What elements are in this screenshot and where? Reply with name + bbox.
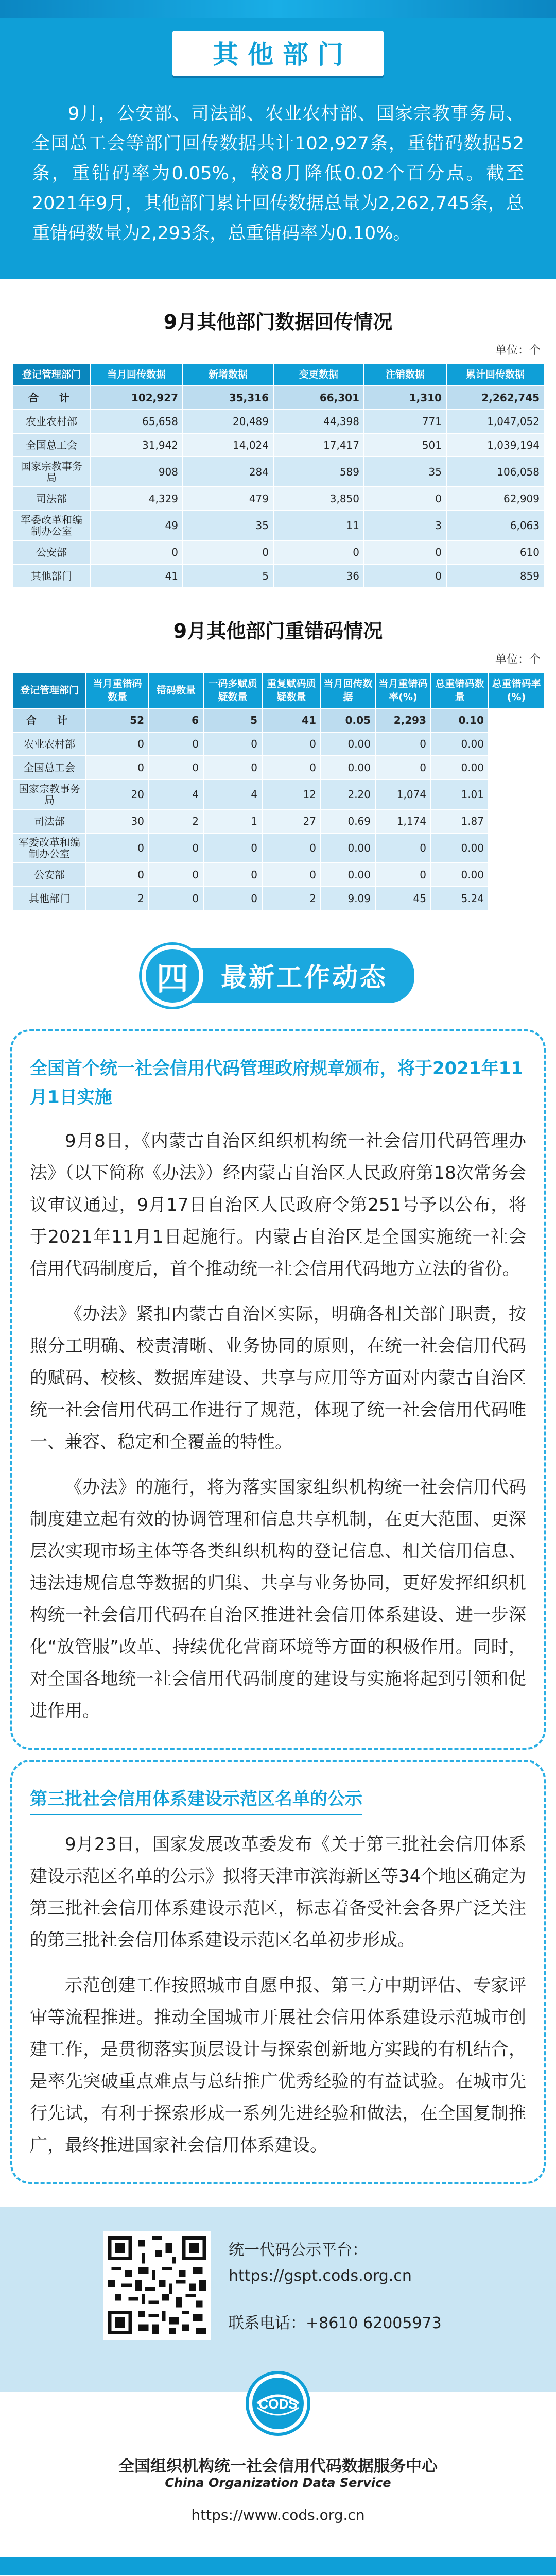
news-item-1 bbox=[10, 1029, 546, 1750]
table-cell: 0 bbox=[375, 756, 431, 779]
table-row bbox=[13, 564, 544, 588]
table-cell: 0.00 bbox=[321, 863, 375, 887]
table-cell: 0 bbox=[86, 833, 149, 863]
table-cell: 4 bbox=[203, 779, 262, 809]
table-cell: 0 bbox=[203, 887, 262, 910]
table-header-cell: 当月回传数据 bbox=[90, 363, 183, 386]
table-cell: 0 bbox=[149, 863, 203, 887]
table2 bbox=[12, 672, 545, 911]
table2-unit: 单位：个 bbox=[495, 653, 541, 666]
table-cell: 4,329 bbox=[90, 487, 183, 511]
row-label-cell: 合 计 bbox=[13, 708, 86, 732]
table1 bbox=[12, 363, 545, 588]
news1-paragraph: 《办法》紧扣内蒙古自治区实际，明确各相关部门职责，按照分工明确、校责清晰、业务协同的原则，在统一社会信用代码的赋码、校核、数据库建设、共享与应用等方面对内蒙古自治区统一社会信用代码工作进行了规范，体现了统一社会信用代码唯一、兼容、稳定和全覆盖的特性。 bbox=[30, 1304, 526, 1452]
table-cell: 0 bbox=[90, 540, 183, 564]
table-cell: 66,301 bbox=[273, 386, 364, 410]
news2-headline: 第三批社会信用体系建设示范区名单的公示 bbox=[30, 1785, 362, 1815]
table-row bbox=[13, 887, 544, 910]
row-label-cell: 国家宗教事务局 bbox=[13, 457, 90, 487]
table-cell: 6,063 bbox=[446, 511, 544, 540]
table-cell: 31,942 bbox=[90, 433, 183, 457]
table-cell: 479 bbox=[183, 487, 273, 511]
table-cell: 0 bbox=[203, 863, 262, 887]
table-cell: 5.24 bbox=[431, 887, 489, 910]
table-cell: 20,489 bbox=[183, 410, 273, 433]
table-cell: 41 bbox=[262, 708, 321, 732]
table-cell: 0 bbox=[262, 732, 321, 756]
section4-title: 最新工作动态 bbox=[190, 948, 414, 1003]
table-cell: 771 bbox=[364, 410, 446, 433]
table-cell: 106,058 bbox=[446, 457, 544, 487]
table-row bbox=[13, 833, 544, 863]
table-cell: 62,909 bbox=[446, 487, 544, 511]
intro-section bbox=[0, 0, 556, 279]
table-cell: 0 bbox=[203, 756, 262, 779]
table-cell: 1,174 bbox=[375, 809, 431, 833]
section4-heading bbox=[0, 945, 556, 1007]
row-label-cell: 全国总工会 bbox=[13, 433, 90, 457]
org-name-en: China Organization Data Service bbox=[165, 2476, 391, 2490]
table-cell: 2 bbox=[86, 887, 149, 910]
table-cell: 0 bbox=[375, 732, 431, 756]
table-cell: 1,310 bbox=[364, 386, 446, 410]
table-cell: 35,316 bbox=[183, 386, 273, 410]
table-cell: 36 bbox=[273, 564, 364, 588]
table-header-cell: 变更数据 bbox=[273, 363, 364, 386]
table-cell: 20 bbox=[86, 779, 149, 809]
table-cell: 0 bbox=[149, 756, 203, 779]
table-header-cell: 当月重错码数量 bbox=[86, 672, 149, 708]
table-row bbox=[13, 540, 544, 564]
intro-paragraph: 9月，公安部、司法部、农业农村部、国家宗教事务局、全国总工会等部门回传数据共计102,927条，重错码数据52条，重错码率为0.05%，较8月降低0.02个百分点。截至2021年9月，其他部门累计回传数据总量为2,262,745条，总重错码数量为2,293条，总重错码率为0.10%。 bbox=[32, 104, 524, 244]
table-cell: 45 bbox=[375, 887, 431, 910]
row-label-cell: 全国总工会 bbox=[13, 756, 86, 779]
contact-info bbox=[229, 2238, 442, 2336]
table-cell: 5 bbox=[183, 564, 273, 588]
table-cell: 6 bbox=[149, 708, 203, 732]
table-cell: 30 bbox=[86, 809, 149, 833]
table-cell: 0 bbox=[149, 732, 203, 756]
table-cell: 0 bbox=[364, 540, 446, 564]
table-header-cell: 重复赋码质疑数量 bbox=[262, 672, 321, 708]
org-url-link[interactable]: https://www.cods.org.cn bbox=[191, 2506, 365, 2523]
table-header-cell: 当月重错码率(%) bbox=[375, 672, 431, 708]
table-row bbox=[13, 433, 544, 457]
table-cell: 2 bbox=[262, 887, 321, 910]
table-cell: 35 bbox=[364, 457, 446, 487]
table-cell: 610 bbox=[446, 540, 544, 564]
table2-header-row bbox=[13, 672, 544, 708]
table-header-cell: 错码数量 bbox=[149, 672, 203, 708]
table-row bbox=[13, 779, 544, 809]
table-cell: 65,658 bbox=[90, 410, 183, 433]
table-cell: 27 bbox=[262, 809, 321, 833]
table-cell: 0 bbox=[149, 833, 203, 863]
table-cell: 0 bbox=[203, 833, 262, 863]
table-cell: 9.09 bbox=[321, 887, 375, 910]
logo-text: CODS bbox=[258, 2396, 298, 2412]
table-cell: 4 bbox=[149, 779, 203, 809]
table-cell: 0.00 bbox=[431, 833, 489, 863]
table-cell: 2 bbox=[149, 809, 203, 833]
table-cell: 0.00 bbox=[431, 863, 489, 887]
table-cell: 2,293 bbox=[375, 708, 431, 732]
table-cell: 908 bbox=[90, 457, 183, 487]
news2-paragraph: 9月23日，国家发展改革委发布《关于第三批社会信用体系建设示范区名单的公示》拟将天津市滨海新区等34个地区确定为第三批社会信用体系建设示范区，标志着备受社会各界广泛关注的第三批社会信用体系建设示范区名单初步形成。 bbox=[30, 1834, 526, 1951]
table-cell: 284 bbox=[183, 457, 273, 487]
table-cell: 2.20 bbox=[321, 779, 375, 809]
news2-paragraph: 示范创建工作按照城市自愿申报、第三方中期评估、专家评审等流程推进。推动全国城市开展社会信用体系建设示范城市创建工作，是贯彻落实顶层设计与探索创新地方实践的有机结合，是率先突破重点难点与总结推广优秀经验的有益试验。在城市先行先试，有利于探索形成一系列先进经验和做法，在全国复制推广，最终推进国家社会信用体系建设。 bbox=[30, 1975, 526, 2156]
row-label-cell: 其他部门 bbox=[13, 887, 86, 910]
news1-paragraph: 9月8日，《内蒙古自治区组织机构统一社会信用代码管理办法》（以下简称《办法》）经内蒙古自治区人民政府第18次常务会议审议通过，9月17日自治区人民政府令第251号予以公布，将于2021年11月1日起施行。内蒙古自治区是全国实施统一社会信用代码制度后，首个推动统一社会信用代码地方立法的省份。 bbox=[30, 1131, 526, 1279]
table-cell: 0 bbox=[364, 487, 446, 511]
table-cell: 0 bbox=[364, 564, 446, 588]
table-row bbox=[13, 756, 544, 779]
row-label-cell: 公安部 bbox=[13, 863, 86, 887]
footer-contact-band bbox=[0, 2207, 556, 2392]
table-cell: 1.87 bbox=[431, 809, 489, 833]
table-cell: 1,074 bbox=[375, 779, 431, 809]
table-header-cell: 总重错码率(%) bbox=[489, 672, 544, 708]
table-row bbox=[13, 457, 544, 487]
table-cell: 0.00 bbox=[321, 756, 375, 779]
table-cell: 52 bbox=[86, 708, 149, 732]
bottom-bar bbox=[0, 2557, 556, 2575]
org-name-cn: 全国组织机构统一社会信用代码数据服务中心 bbox=[118, 2457, 438, 2476]
table-cell: 3 bbox=[364, 511, 446, 540]
table-header-cell: 新增数据 bbox=[183, 363, 273, 386]
table-cell: 35 bbox=[183, 511, 273, 540]
row-label-cell: 其他部门 bbox=[13, 564, 90, 588]
platform-label: 统一代码公示平台： bbox=[229, 2241, 368, 2259]
row-label-cell: 军委改革和编制办公室 bbox=[13, 833, 86, 863]
table-cell: 1,039,194 bbox=[446, 433, 544, 457]
table-cell: 859 bbox=[446, 564, 544, 588]
row-label-cell: 农业农村部 bbox=[13, 732, 86, 756]
table-cell: 11 bbox=[273, 511, 364, 540]
table2-block bbox=[0, 615, 556, 911]
table-cell: 44,398 bbox=[273, 410, 364, 433]
table-cell: 3,850 bbox=[273, 487, 364, 511]
table-cell: 0.00 bbox=[321, 833, 375, 863]
table-header-cell: 一码多赋质疑数量 bbox=[203, 672, 262, 708]
row-label-cell: 军委改革和编制办公室 bbox=[13, 511, 90, 540]
table-cell: 1,047,052 bbox=[446, 410, 544, 433]
table-row bbox=[13, 410, 544, 433]
table-cell: 0 bbox=[375, 833, 431, 863]
platform-url-link[interactable]: https://gspt.cods.org.cn bbox=[229, 2267, 412, 2285]
row-label-cell: 合 计 bbox=[13, 386, 90, 410]
table-cell: 0.05 bbox=[321, 708, 375, 732]
row-label-cell: 公安部 bbox=[13, 540, 90, 564]
table1-unit: 单位：个 bbox=[495, 344, 541, 357]
table-cell: 0 bbox=[375, 863, 431, 887]
table-cell: 501 bbox=[364, 433, 446, 457]
table-cell: 2,262,745 bbox=[446, 386, 544, 410]
table-header-cell: 总重错码数量 bbox=[431, 672, 489, 708]
table1-header-row bbox=[13, 363, 544, 386]
news1-headline: 全国首个统一社会信用代码管理政府规章颁布，将于2021年11月1日实施 bbox=[30, 1058, 523, 1108]
row-label-cell: 国家宗教事务局 bbox=[13, 779, 86, 809]
table-cell: 0 bbox=[262, 863, 321, 887]
table-header-cell: 登记管理部门 bbox=[13, 672, 86, 708]
section-title-wrap bbox=[32, 31, 524, 76]
table-row bbox=[13, 386, 544, 410]
table-cell: 14,024 bbox=[183, 433, 273, 457]
table-cell: 0 bbox=[149, 887, 203, 910]
table-cell: 0 bbox=[262, 756, 321, 779]
table-cell: 0 bbox=[86, 732, 149, 756]
table-cell: 17,417 bbox=[273, 433, 364, 457]
table-row bbox=[13, 487, 544, 511]
table-header-cell: 累计回传数据 bbox=[446, 363, 544, 386]
qr-code-icon[interactable] bbox=[103, 2231, 211, 2340]
table-cell: 1.01 bbox=[431, 779, 489, 809]
table-cell: 41 bbox=[90, 564, 183, 588]
table-header-cell: 登记管理部门 bbox=[13, 363, 90, 386]
top-decoration bbox=[0, 0, 556, 18]
cods-logo-icon bbox=[245, 2370, 311, 2436]
table-row bbox=[13, 732, 544, 756]
section-title: 其他部门 bbox=[172, 31, 384, 76]
table-header-cell: 当月回传数据 bbox=[321, 672, 375, 708]
row-label-cell: 司法部 bbox=[13, 809, 86, 833]
row-label-cell: 农业农村部 bbox=[13, 410, 90, 433]
table-cell: 0 bbox=[203, 732, 262, 756]
table-cell: 0 bbox=[86, 756, 149, 779]
table-cell: 0 bbox=[86, 863, 149, 887]
table-header-cell: 注销数据 bbox=[364, 363, 446, 386]
table-cell: 102,927 bbox=[90, 386, 183, 410]
table1-title: 9月其他部门数据回传情况 bbox=[163, 311, 393, 333]
table-row bbox=[13, 809, 544, 833]
table-cell: 1 bbox=[203, 809, 262, 833]
table-row bbox=[13, 511, 544, 540]
contact-phone: 联系电话：+8610 62005973 bbox=[229, 2314, 442, 2332]
news-item-2 bbox=[10, 1760, 546, 2184]
table-cell: 0.69 bbox=[321, 809, 375, 833]
table2-title: 9月其他部门重错码情况 bbox=[173, 620, 383, 642]
table-cell: 0 bbox=[273, 540, 364, 564]
table-cell: 0.00 bbox=[321, 732, 375, 756]
table-row bbox=[13, 863, 544, 887]
table1-block bbox=[0, 306, 556, 588]
table-cell: 0.10 bbox=[431, 708, 489, 732]
table-cell: 0 bbox=[183, 540, 273, 564]
table-cell: 589 bbox=[273, 457, 364, 487]
table-cell: 12 bbox=[262, 779, 321, 809]
table-row bbox=[13, 708, 544, 732]
section4-number: 四 bbox=[142, 945, 203, 1007]
row-label-cell: 司法部 bbox=[13, 487, 90, 511]
table-cell: 0 bbox=[262, 833, 321, 863]
news1-paragraph: 《办法》的施行，将为落实国家组织机构统一社会信用代码制度建立起有效的协调管理和信息共享机制，在更大范围、更深层次实现市场主体等各类组织机构的登记信息、相关信用信息、违法违规信息等数据的归集、共享与业务协同，更好发挥组织机构统一社会信用代码在自治区推进社会信用体系建设、进一步深化“放管服”改革、持续优化营商环境等方面的积极作用。同时，对全国各地统一社会信用代码制度的建设与实施将起到引领和促进作用。 bbox=[30, 1477, 526, 1721]
table-cell: 49 bbox=[90, 511, 183, 540]
footer-org bbox=[0, 2392, 556, 2557]
table-cell: 0.00 bbox=[431, 732, 489, 756]
table-cell: 0.00 bbox=[431, 756, 489, 779]
table-cell: 5 bbox=[203, 708, 262, 732]
